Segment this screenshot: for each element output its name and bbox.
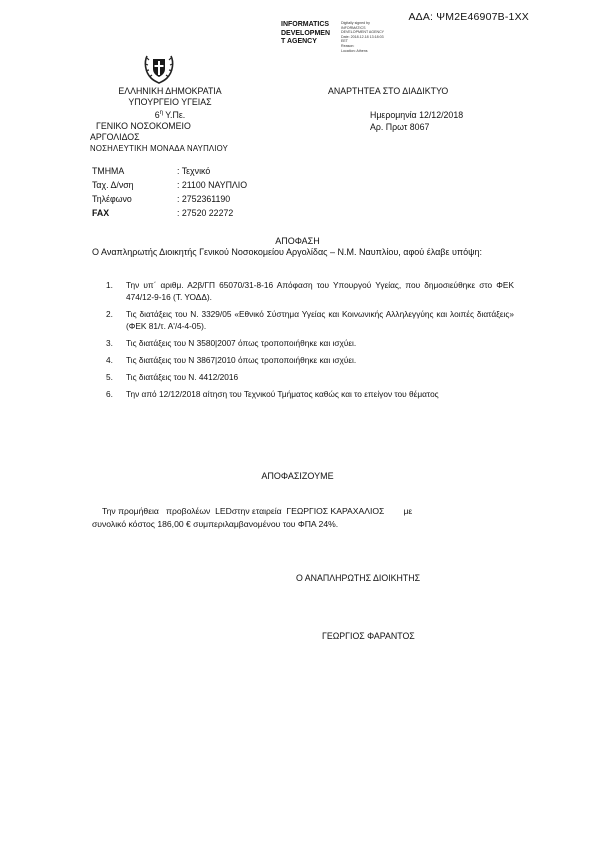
info-label: ΤΜΗΜΑ bbox=[92, 166, 125, 176]
list-item-text: Την υπ΄ αριθμ. Α2β/ΓΠ 65070/31-8-16 Απόφαση του Υπουργού Υγείας, που δημοσιεύθηκε στο ΦΕΚ 474/12-9-16 (Τ. ΥΟΔΔ). bbox=[126, 280, 514, 302]
stamp-line: INFORMATICS bbox=[281, 21, 330, 28]
posting-note: ΑΝΑΡΤΗΤΕΑ ΣΤΟ ΔΙΑΔΙΚΤΥΟ bbox=[328, 86, 449, 96]
info-value: : 27520 22272 bbox=[177, 208, 234, 218]
stamp-detail: Location: Athens bbox=[341, 48, 368, 53]
greek-emblem-icon bbox=[143, 52, 175, 84]
info-label: Τηλέφωνο bbox=[92, 194, 132, 204]
list-item-number: 6. bbox=[106, 389, 113, 399]
list-item-text: Την από 12/12/2018 αίτηση του Τεχνικού Τμήματος καθώς και το επείγον του θέματος bbox=[126, 389, 439, 399]
info-row-department bbox=[92, 166, 210, 177]
health-region-label: Υ.Πε. bbox=[163, 109, 186, 120]
list-item-number: 5. bbox=[106, 372, 113, 382]
signature-name: ΓΕΩΡΓΙΟΣ ΦΑΡΑΝΤΟΣ bbox=[322, 631, 415, 641]
health-region-ordinal: η bbox=[159, 110, 164, 116]
list-item-number: 4. bbox=[106, 355, 113, 365]
considerations-list bbox=[96, 279, 514, 405]
list-item bbox=[96, 354, 514, 366]
signature-title: Ο ΑΝΑΠΛΗΡΩΤΗΣ ΔΙΟΙΚΗΤΗΣ bbox=[296, 573, 421, 583]
document-date: Ημερομηνία 12/12/2018 bbox=[370, 110, 464, 120]
ada-code: ΑΔΑ: ΨΜ2Ε46907Β-1ΧΧ bbox=[408, 11, 529, 23]
list-item bbox=[96, 388, 514, 400]
info-label: Ταχ. Δ/νση bbox=[92, 180, 134, 190]
digital-signature-stamp bbox=[281, 21, 330, 47]
letterhead-health-region bbox=[106, 108, 234, 120]
info-value: : 2752361190 bbox=[177, 194, 231, 204]
decision-heading: ΑΠΟΦΑΣΙΖΟΥΜΕ bbox=[261, 471, 334, 481]
stamp-detail: INFORMATICS bbox=[341, 25, 366, 30]
list-item bbox=[96, 371, 514, 383]
list-item-text: Τις διατάξεις του Ν 3580|2007 όπως τροποποιήθηκε και ισχύει. bbox=[126, 338, 357, 348]
stamp-line: DEVELOPMEN bbox=[281, 29, 331, 37]
list-item bbox=[96, 279, 514, 303]
letterhead-unit: ΝΟΣΗΛΕΥΤΙΚΗ ΜΟΝΑΔΑ ΝΑΥΠΛΙΟΥ bbox=[90, 144, 229, 153]
list-item-text: Τις διατάξεις του Ν. 3329/05 «Εθνικό Σύστημα Υγείας και Κοινωνικής Αλληλεγγύης και λοιπές διατάξεις» (ΦΕΚ 81/τ. Α'/4-4-05). bbox=[126, 309, 514, 331]
list-item-text: Τις διατάξεις του Ν 3867|2010 όπως τροποποιήθηκε και ισχύει. bbox=[126, 355, 357, 365]
list-item-number: 2. bbox=[106, 309, 113, 319]
info-row-phone bbox=[92, 194, 230, 205]
stamp-detail: Digitally signed by bbox=[341, 21, 370, 25]
info-label: FAX bbox=[92, 208, 110, 218]
letterhead-republic: ΕΛΛΗΝΙΚΗ ΔΗΜΟΚΡΑΤΙΑ bbox=[118, 86, 222, 96]
list-item-text: Τις διατάξεις του Ν. 4412/2016 bbox=[126, 372, 239, 382]
letterhead-hospital: ΓΕΝΙΚΟ ΝΟΣΟΚΟΜΕΙΟ bbox=[96, 121, 191, 131]
list-item bbox=[96, 337, 514, 349]
info-row-fax bbox=[92, 208, 233, 219]
stamp-detail: DEVELOPMENT AGENCY bbox=[341, 30, 385, 35]
digital-signature-details bbox=[341, 21, 384, 53]
letterhead-hospital-region: ΑΡΓΟΛΙΔΟΣ bbox=[90, 132, 140, 142]
decision-text-line1: Την προμήθεια προβολέων LEDστην εταιρεία ΓΕΩΡΓΙΟΣ ΚΑΡΑΧΑΛΙΟΣ με bbox=[102, 506, 413, 516]
stamp-detail: Date: 2018.12.18 13:18:03 bbox=[341, 34, 384, 39]
list-item-number: 3. bbox=[106, 338, 113, 348]
document-title: ΑΠΟΦΑΣΗ bbox=[275, 236, 320, 246]
decision-text-line2: συνολικό κόστος 186,00 € συμπεριλαμβανομένου του ΦΠΑ 24%. bbox=[92, 519, 339, 529]
stamp-line: T AGENCY bbox=[281, 38, 317, 45]
letterhead-ministry: ΥΠΟΥΡΓΕΙΟ ΥΓΕΙΑΣ bbox=[128, 97, 212, 107]
info-row-address bbox=[92, 180, 247, 191]
stamp-detail: EET bbox=[341, 39, 348, 44]
intro-paragraph: Ο Αναπληρωτής Διοικητής Γενικού Νοσοκομείου Αργολίδας – Ν.Μ. Ναυπλίου, αφού έλαβε υπόψη: bbox=[92, 247, 483, 257]
list-item-number: 1. bbox=[106, 280, 113, 290]
info-value: : 21100 ΝΑΥΠΛΙΟ bbox=[177, 180, 248, 190]
list-item bbox=[96, 308, 514, 332]
health-region-number: 6 bbox=[154, 109, 160, 120]
info-value: : Τεχνικό bbox=[177, 166, 211, 176]
protocol-number: Αρ. Πρωτ 8067 bbox=[370, 122, 430, 132]
stamp-detail: Reason: bbox=[341, 43, 355, 48]
